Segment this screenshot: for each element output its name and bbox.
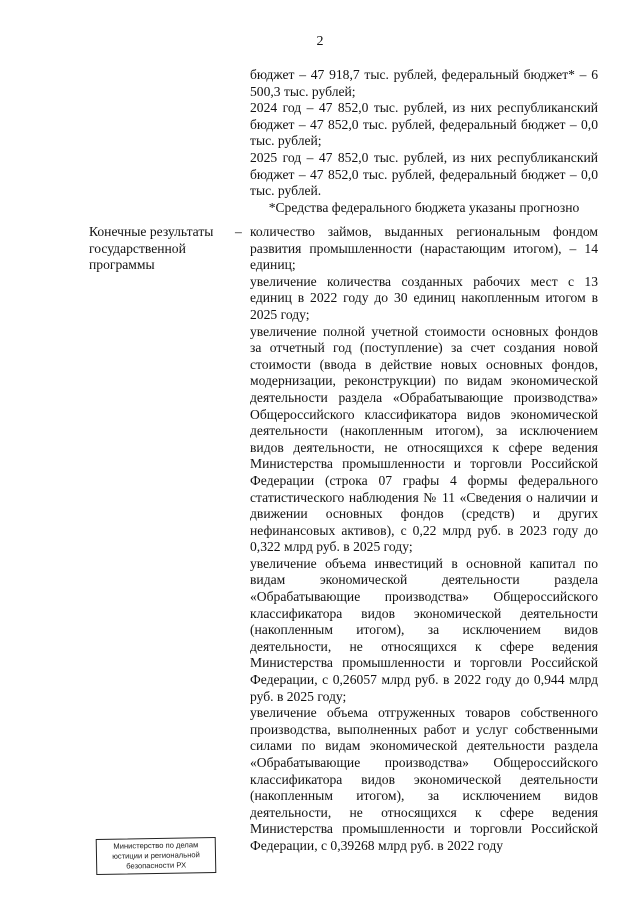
section-label-line: Конечные результаты bbox=[89, 224, 214, 239]
page-number: 2 bbox=[316, 34, 324, 49]
section-label-line: программы bbox=[89, 257, 155, 273]
stamp-line: Министерство по делам bbox=[113, 840, 199, 851]
stamp-line: юстиции и региональной bbox=[112, 850, 200, 861]
result-item: увеличение объема инвестиций в основной капитал по видам экономической деятельности раздела «Обрабатывающие производства» Общероссийского классификатора видов экономической деятельности (накопленным итогом), за исключением видов деятельности, не относящихся к сфере ведения Министерства промышленности и торговли Российской Федерации, с 0,26057 млрд руб. в 2022 году до 0,944 млрд руб. в 2025 году; bbox=[250, 555, 598, 704]
funding-line: 2024 год – 47 852,0 тыс. рублей, из них республиканский бюджет – 47 852,0 тыс. рублей, федеральный бюджет – 0,0 тыс. рублей; bbox=[250, 100, 598, 149]
results-block bbox=[250, 224, 598, 855]
funding-line: 2025 год – 47 852,0 тыс. рублей, из них республиканский бюджет – 47 852,0 тыс. рублей, федеральный бюджет – 0,0 тыс. рублей. bbox=[250, 149, 598, 199]
result-item: увеличение количества созданных рабочих мест с 13 единиц в 2022 году до 30 единиц накопленным итогом в 2025 году; bbox=[250, 273, 598, 322]
stamp-line: безопасности РХ bbox=[126, 860, 187, 871]
section-label bbox=[89, 224, 229, 274]
result-item: количество займов, выданных региональным фондом развития промышленности (нарастающим итогом), – 14 единиц; bbox=[250, 224, 598, 273]
result-item: увеличение полной учетной стоимости основных фондов за отчетный год (поступление) за счет создания новой стоимости (ввода в действие новых основных фондов, модернизации, реконструкции) по видам экономической деятельности раздела «Обрабатывающие производства» Общероссийского классификатора видов экономической деятельности (накопленным итогом), за исключением видов деятельности, не относящихся к сфере ведения Министерства промышленности и торговли Российской Федерации (строка 07 графы 4 формы федерального статистического наблюдения № 11 «Сведения о наличии и движении основных фондов (средств) и других нефинансовых активов), с 0,22 млрд руб. в 2023 году до 0,322 млрд руб. в 2025 году; bbox=[250, 323, 598, 555]
section-dash: – bbox=[235, 224, 242, 239]
funding-footnote: *Средства федерального бюджета указаны прогнозно bbox=[268, 199, 580, 215]
funding-block bbox=[250, 67, 598, 216]
section-label-line: государственной bbox=[89, 240, 186, 256]
result-item: увеличение объема отгруженных товаров собственного производства, выполненных работ и услуг собственными силами по видам экономической деятельности раздела «Обрабатывающие производства» Общероссийского классификатора видов экономической деятельности (накопленным итогом), за исключением видов деятельности, не относящихся к сфере ведения Министерства промышленности и торговли Российской Федерации, с 0,39268 млрд руб. в 2022 году bbox=[250, 705, 598, 853]
funding-line: бюджет – 47 918,7 тыс. рублей, федеральный бюджет* – 6 500,3 тыс. рублей; bbox=[250, 67, 598, 99]
ministry-stamp bbox=[96, 837, 217, 875]
